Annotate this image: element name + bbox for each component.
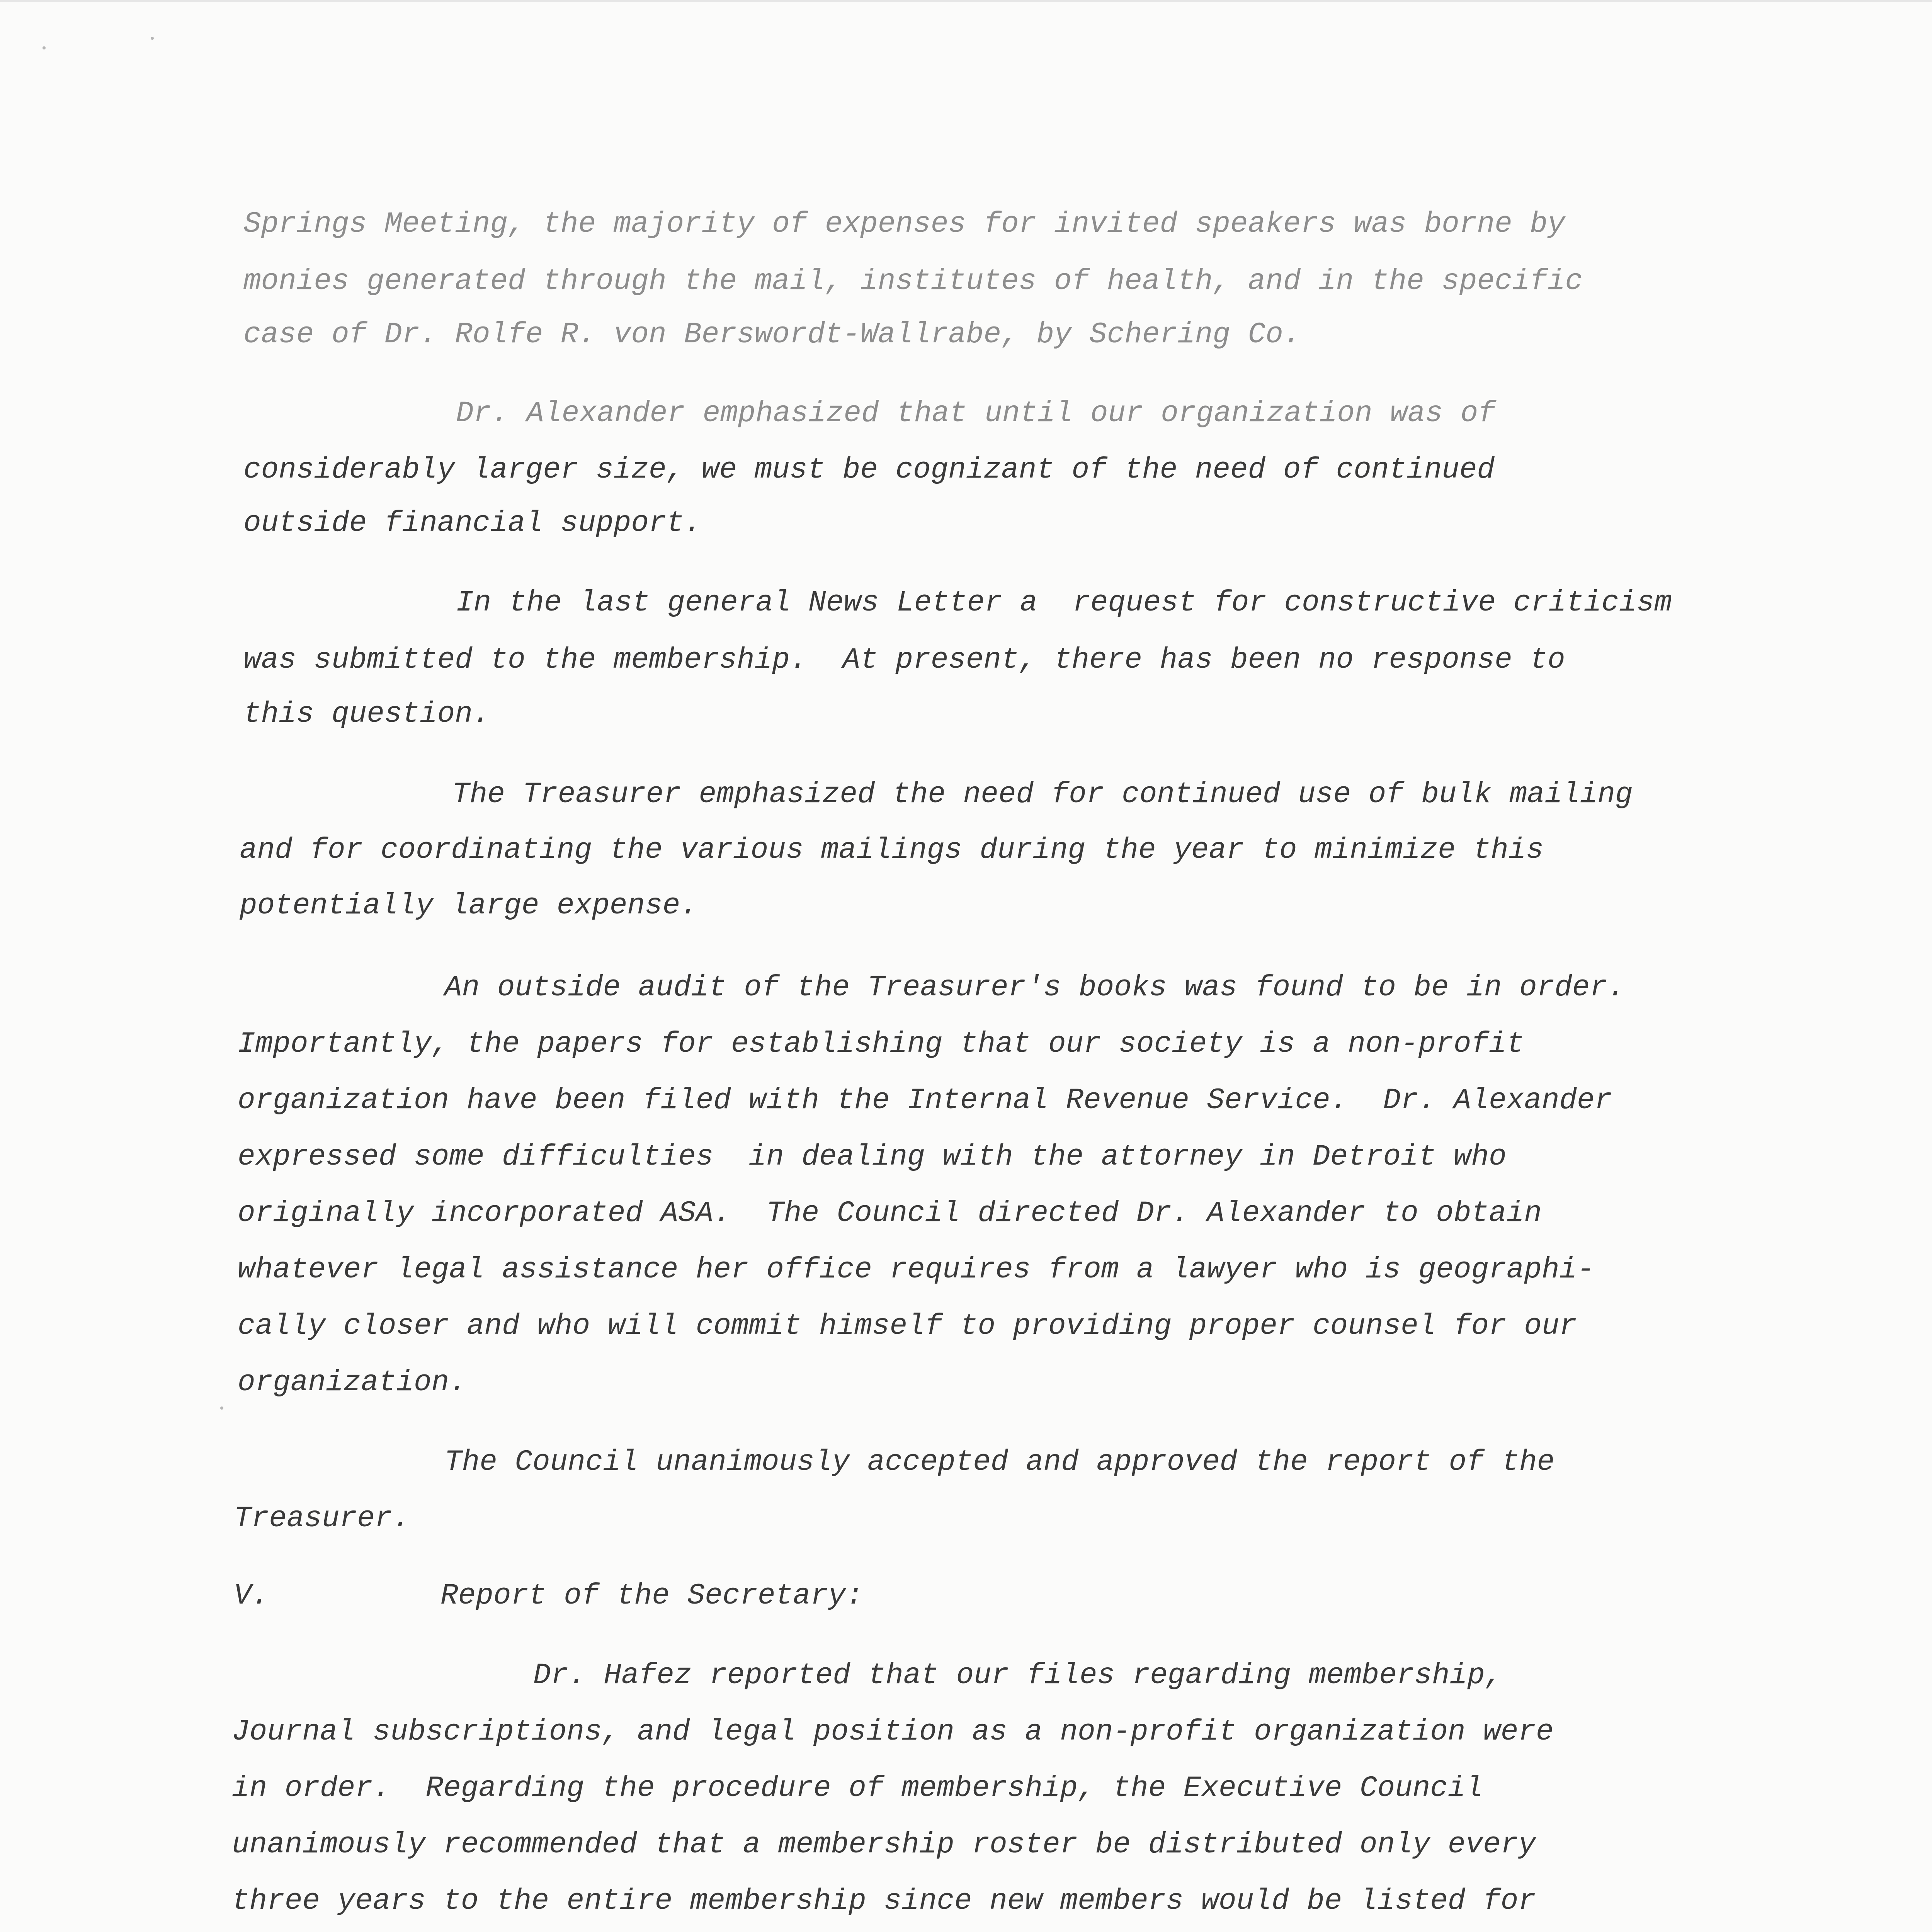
text-line: Dr. Alexander emphasized that until our organization was of	[456, 397, 1496, 430]
text-line: Springs Meeting, the majority of expenses for invited speakers was borne by	[243, 207, 1565, 241]
text-line: outside financial support.	[243, 507, 702, 540]
text-line: Treasurer.	[234, 1502, 410, 1535]
text-line: and for coordinating the various mailings during the year to minimize this	[240, 833, 1544, 867]
text-line: whatever legal assistance her office requires from a lawyer who is geographi-	[238, 1253, 1595, 1286]
text-line: unanimously recommended that a membership roster be distributed only every	[232, 1828, 1536, 1861]
scan-speck	[43, 46, 46, 49]
text-line: The Council unanimously accepted and approved the report of the	[444, 1446, 1555, 1479]
text-line: was submitted to the membership. At present, there has been no response to	[243, 643, 1565, 677]
scan-speck	[220, 1406, 223, 1410]
text-line: case of Dr. Rolfe R. von Berswordt-Wallrabe, by Schering Co.	[243, 318, 1301, 351]
text-line: in order. Regarding the procedure of membership, the Executive Council	[232, 1772, 1483, 1805]
text-line: cally closer and who will commit himself to providing proper counsel for our	[238, 1310, 1577, 1343]
section-heading: Report of the Secretary:	[440, 1579, 864, 1612]
text-line: organization.	[238, 1366, 467, 1399]
text-line: monies generated through the mail, institutes of health, and in the specific	[243, 265, 1583, 298]
text-line: organization have been filed with the Internal Revenue Service. Dr. Alexander	[238, 1084, 1612, 1117]
text-line: An outside audit of the Treasurer's books was found to be in order.	[444, 971, 1625, 1004]
text-line: Dr. Hafez reported that our files regarding membership,	[533, 1659, 1503, 1692]
text-line: Journal subscriptions, and legal position as a non-profit organization were	[232, 1715, 1554, 1748]
text-line: The Treasurer emphasized the need for continued use of bulk mailing	[452, 778, 1633, 811]
text-line: Importantly, the papers for establishing that our society is a non-profit	[238, 1027, 1524, 1061]
text-line: originally incorporated ASA. The Council directed Dr. Alexander to obtain	[238, 1197, 1542, 1230]
scan-speck	[151, 37, 154, 40]
page-top-edge	[0, 0, 1932, 2]
text-line: expressed some difficulties in dealing with the attorney in Detroit who	[238, 1140, 1507, 1173]
text-line: potentially large expense.	[240, 889, 698, 922]
text-line: In the last general News Letter a request for constructive criticism	[456, 586, 1672, 619]
text-line: considerably larger size, we must be cognizant of the need of continued	[243, 453, 1495, 486]
text-line: three years to the entire membership since new members would be listed for	[232, 1884, 1536, 1918]
section-number: V.	[234, 1579, 269, 1612]
text-line: this question.	[243, 697, 490, 731]
